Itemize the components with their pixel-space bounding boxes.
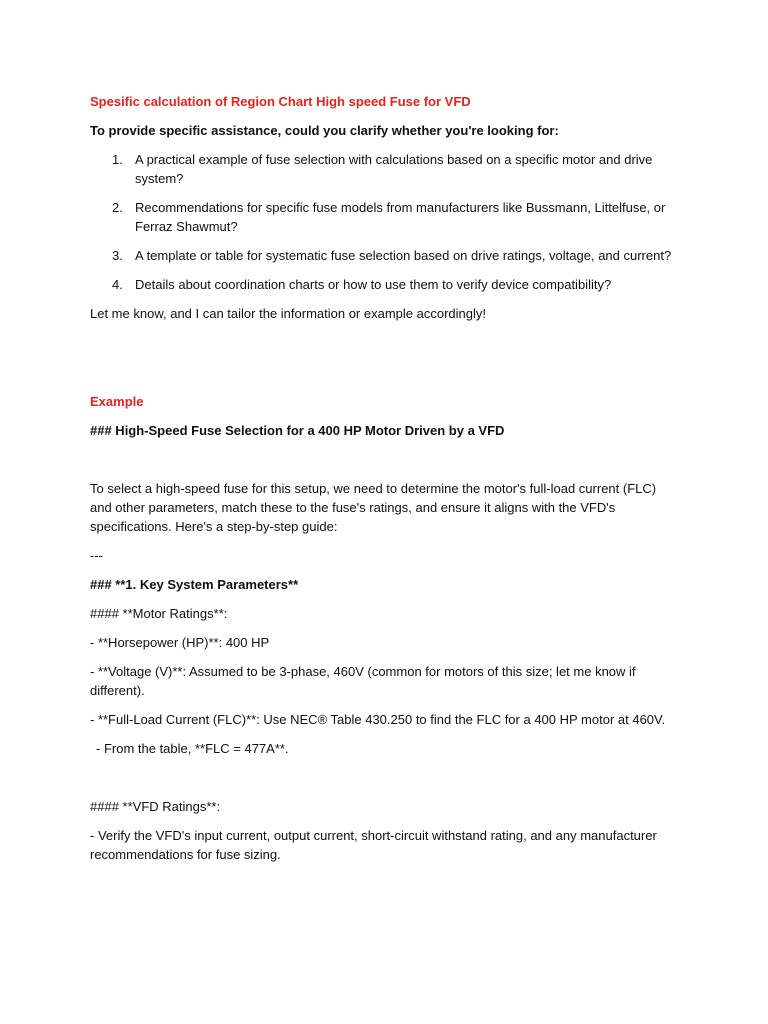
list-item-text: Details about coordination charts or how to use them to verify device compatibility?	[135, 277, 612, 292]
closing-text: Let me know, and I can tailor the information or example accordingly!	[90, 306, 486, 321]
bullet-vfd-verify: - Verify the VFD's input current, output current, short-circuit withstand rating, and any manufacturer recommendations for fuse sizing.	[90, 828, 657, 862]
list-item-number: 2.	[112, 200, 123, 215]
example-label: Example	[90, 394, 144, 409]
list-item-number: 1.	[112, 152, 123, 167]
list-item-text: A template or table for systematic fuse selection based on drive ratings, voltage, and current?	[135, 248, 672, 263]
list-item-text: A practical example of fuse selection with calculations based on a specific motor and drive system?	[135, 152, 653, 186]
vfd-ratings-heading: #### **VFD Ratings**:	[90, 799, 221, 814]
list-item	[90, 150, 676, 188]
intro-paragraph: To select a high-speed fuse for this setup, we need to determine the motor's full-load current (FLC) and other parameters, match these to the fuse's ratings, and ensure it aligns with the VFD's specifications. Here's a step-by-step guide:	[90, 481, 657, 534]
bullet-voltage: - **Voltage (V)**: Assumed to be 3-phase, 460V (common for motors of this size; let me know if different).	[90, 664, 636, 698]
document-title: Spesific calculation of Region Chart High speed Fuse for VFD	[90, 94, 471, 109]
example-heading: ### High-Speed Fuse Selection for a 400 HP Motor Driven by a VFD	[90, 423, 505, 438]
sub-bullet-flc-value: - From the table, **FLC = 477A**.	[96, 741, 289, 756]
motor-ratings-heading: #### **Motor Ratings**:	[90, 606, 228, 621]
bullet-horsepower: - **Horsepower (HP)**: 400 HP	[90, 635, 270, 650]
list-item-number: 4.	[112, 277, 123, 292]
list-item	[90, 275, 676, 294]
list-item	[90, 198, 676, 236]
list-item-text: Recommendations for specific fuse models from manufacturers like Bussmann, Littelfuse, or Ferraz Shawmut?	[135, 200, 666, 234]
separator-line: ---	[90, 548, 103, 563]
list-item	[90, 246, 676, 265]
intro-question: To provide specific assistance, could you clarify whether you're looking for:	[90, 123, 559, 138]
options-list	[90, 150, 676, 294]
list-item-number: 3.	[112, 248, 123, 263]
section-heading: ### **1. Key System Parameters**	[90, 577, 299, 592]
bullet-full-load-current: - **Full-Load Current (FLC)**: Use NEC® Table 430.250 to find the FLC for a 400 HP motor at 460V.	[90, 712, 666, 727]
